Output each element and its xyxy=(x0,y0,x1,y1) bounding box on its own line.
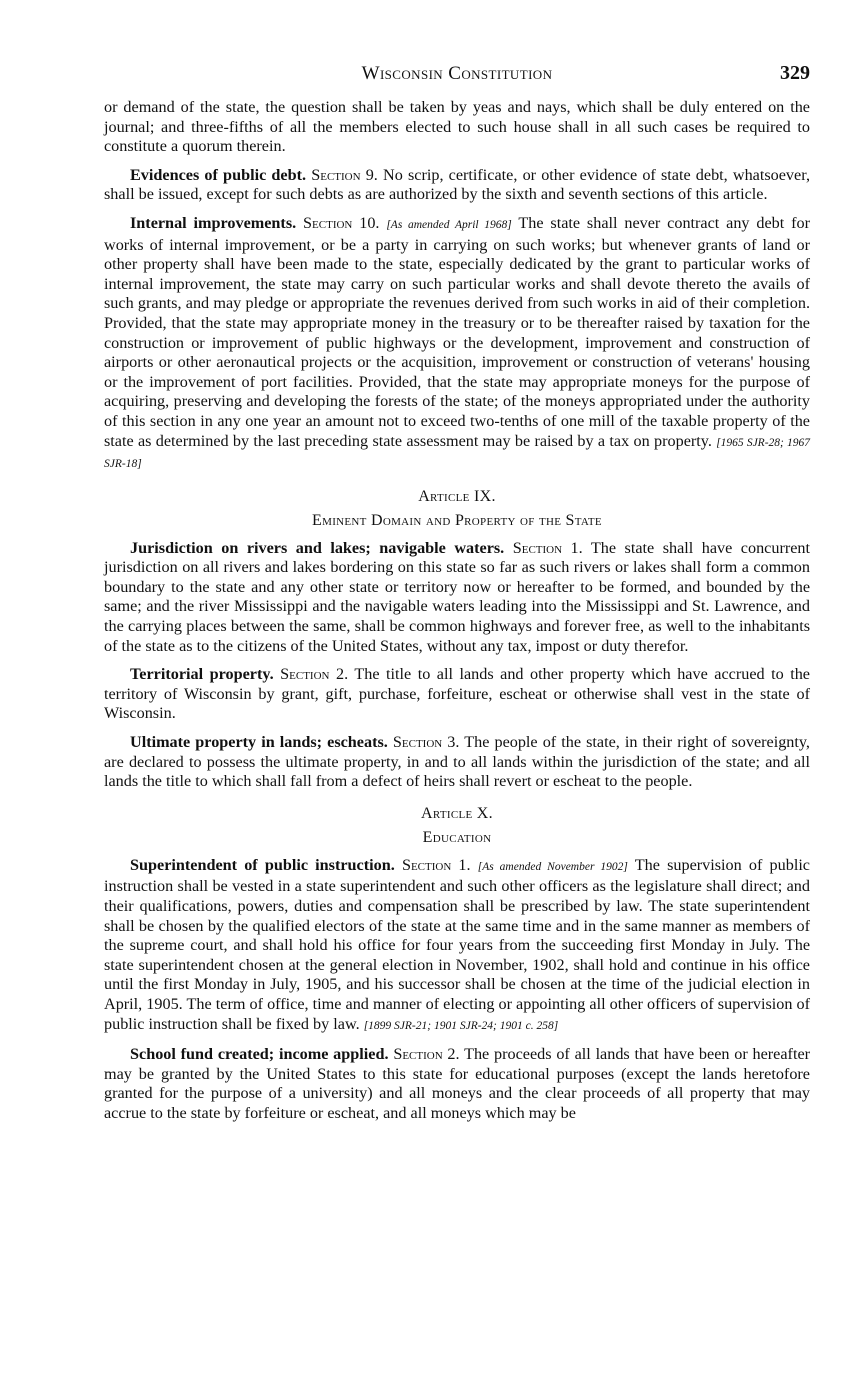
document-page xyxy=(104,60,810,1124)
article-10-title: Education xyxy=(422,828,492,846)
section-heading: Evidences of public debt. xyxy=(130,165,307,184)
continuation-paragraph xyxy=(104,98,810,157)
running-title: Wisconsin Constitution xyxy=(361,63,553,84)
article-9-number: Article IX. xyxy=(418,487,496,505)
amendment-note: [As amended November 1902] xyxy=(477,860,628,873)
section-number: Section 1. xyxy=(401,855,471,874)
section-heading: Internal improvements. xyxy=(130,213,297,232)
section-text: The proceeds of all lands that have been or hereafter may be granted by the United States to this state for educational purposes (except the lands heretofore granted for the purpose of a university) and all moneys and the clear proceeds of all property that may accrue to the state by forfeiture or escheat, and all moneys which may be xyxy=(104,1045,811,1122)
section-number: Section 2. xyxy=(280,665,349,684)
section-number: Section 10. xyxy=(303,213,380,232)
article-9-section-1-paragraph xyxy=(104,539,810,657)
section-number: Section 9. xyxy=(311,165,378,184)
section-text: The people of the state, in their right of sovereignty, are declared to possess the ultimate property, in and to all lands within the jurisdiction of the state; and all lands the title to which shall fall from a defect of heirs shall revert or escheat to the people. xyxy=(104,733,810,791)
page-header xyxy=(104,60,810,90)
section-number: Section 1. xyxy=(512,538,583,557)
section-9-paragraph xyxy=(104,166,810,205)
page-number: 329 xyxy=(780,62,810,84)
article-10-section-2-paragraph xyxy=(104,1045,810,1123)
article-9-section-2-paragraph xyxy=(104,665,810,724)
article-10-section-1-paragraph xyxy=(104,856,810,1036)
article-9-section-3-paragraph xyxy=(104,733,810,792)
section-text: No scrip, certificate, or other evidence of state debt, whatsoever, shall be issued, except for such debts as are authorized by the sixth and seventh sections of this article. xyxy=(104,165,810,204)
section-number: Section 2. xyxy=(393,1045,460,1064)
amendment-note: [As amended April 1968] xyxy=(386,218,512,231)
history-note: [1965 SJR-28; 1967 SJR-18] xyxy=(104,436,811,471)
section-text: The state shall never contract any debt for works of internal improvement, or be a party in carrying on such works; but whenever grants of land or other property shall have been made to the state, especially dedicated by the grant to particular works of internal improvement, the state may carry on such particular works and shall devote thereto the avails of such grants, and may pledge or appropriate the revenues derived from such works in aid of their completion. Provided, that the state may appropriate money in the treasury or to be thereafter raised by taxation for the construction or improvement of public highways or the development, improvement and construction of airports or other aeronautical projects or the acquisition, improvement or construction of veterans' housing or the improvement of port facilities. Provided, that the state may appropriate moneys for the purpose of acquiring, preserving and developing the forests of the state; of the moneys appropriated under the authority of this section in any one year an amount not to exceed two-tenths of one mill of the taxable property of the state as determined by the last preceding state assessment may be raised by a tax on property. xyxy=(104,213,810,450)
continuation-text: or demand of the state, the question shall be taken by yeas and nays, which shall be duly entered on the journal; and three-fifths of all the members elected to such house shall in all such cases be required to constitute a quorum therein. xyxy=(104,98,810,156)
section-heading: Superintendent of public instruction. xyxy=(130,855,395,874)
section-text: The title to all lands and other property which have accrued to the territory of Wisconsin by grant, gift, purchase, forfeiture, escheat or otherwise shall vest in the state of Wisconsin. xyxy=(104,665,810,723)
history-note: [1899 SJR-21; 1901 SJR-24; 1901 c. 258] xyxy=(363,1019,559,1032)
article-10-number: Article X. xyxy=(421,804,493,822)
section-heading: Ultimate property in lands; escheats. xyxy=(130,733,388,752)
section-10-paragraph xyxy=(104,214,810,475)
section-number: Section 3. xyxy=(392,733,460,752)
section-heading: School fund created; income applied. xyxy=(130,1045,389,1064)
article-9-title: Eminent Domain and Property of the State xyxy=(312,511,602,529)
section-text: The state shall have concurrent jurisdiction on all rivers and lakes bordering on this state so far as such rivers or lakes shall form a common boundary to the state and any other state or territory now or hereafter to be formed, and bounded by the same; and the river Mississippi and the navigable waters leading into the Mississippi and St. Lawrence, and the carrying places between the same, shall be common highways and forever free, as well to the inhabitants of the state as to the citizens of the United States, without any tax, impost or duty therefor. xyxy=(104,538,811,655)
section-heading: Jurisdiction on rivers and lakes; navigable waters. xyxy=(130,538,505,557)
section-text: The supervision of public instruction shall be vested in a state superintendent and such other officers as the legislature shall direct; and their qualifications, powers, duties and compensation shall be prescribed by law. The state superintendent shall be chosen by the qualified electors of the state at the same time and in the same manner as members of the supreme court, and shall hold his office for four years from the succeeding first Monday in July. The state superintendent chosen at the general election in November, 1902, shall hold and continue in his office until the first Monday in July, 1905, and his successor shall be chosen at the time of the judicial election in April, 1905. The term of office, time and manner of electing or appointing all other officers of supervision of public instruction shall be fixed by law. xyxy=(104,855,810,1033)
section-heading: Territorial property. xyxy=(130,665,274,684)
